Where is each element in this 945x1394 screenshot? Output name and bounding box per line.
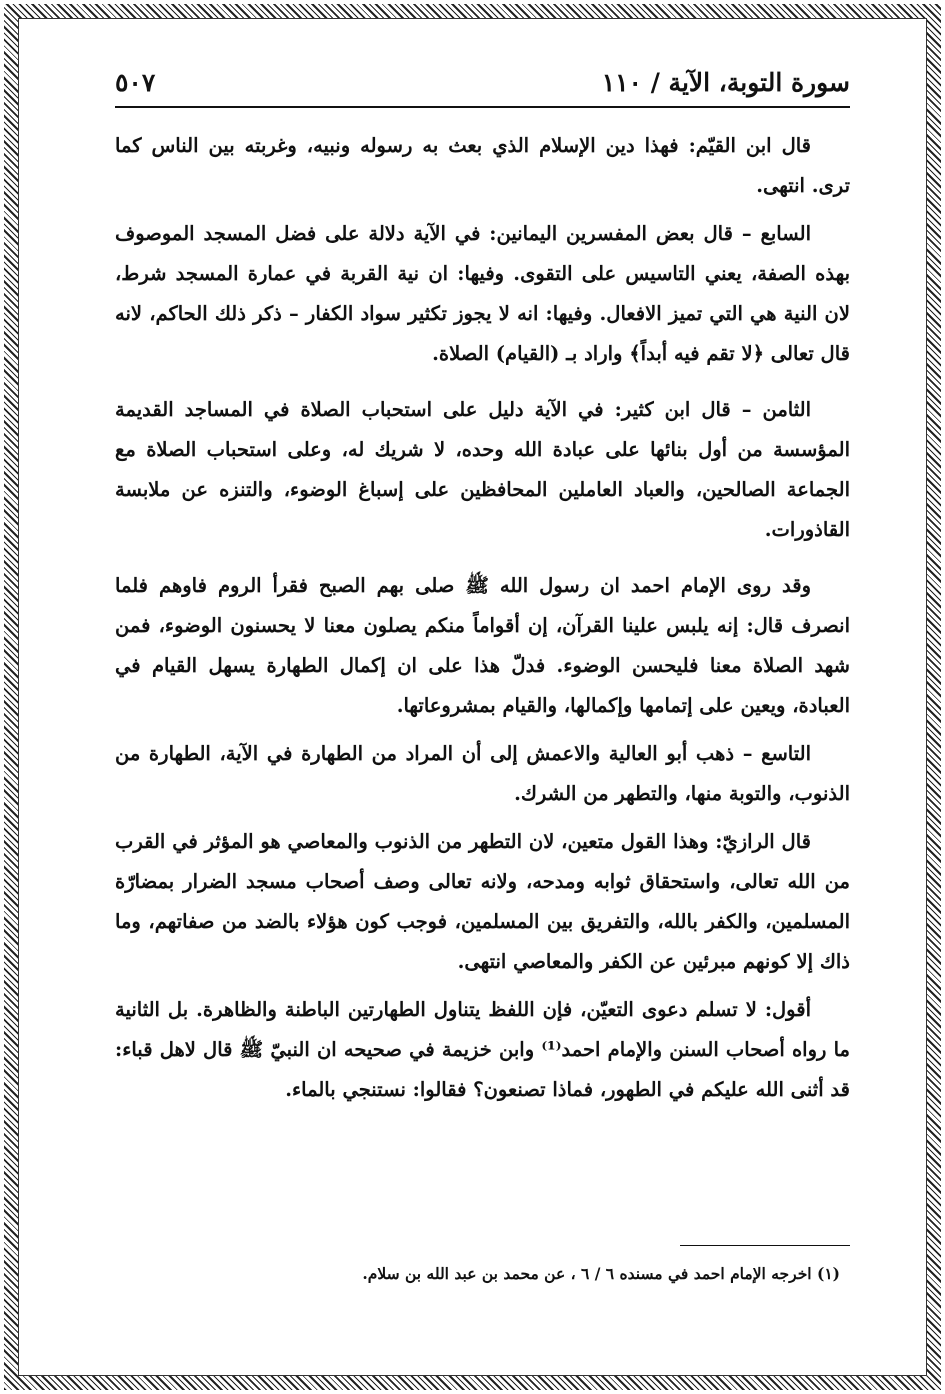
paragraph-aqul: أقول: لا تسلم دعوى التعيّن، فإن اللفظ يتناول الطهارتين الباطنة والظاهرة. بل الثانية ما رواه أصحاب السنن والإمام احمد⁽¹⁾ وابن خزيمة في صحيحه ان النبيّ ﷺ قال لاهل قباء: قد أثنى الله عليكم في الطهور، فماذا تصنعون؟ فقالوا: نستنجي بالماء. bbox=[115, 998, 850, 1101]
paragraph-ibn-qayyim: قال ابن القيّم: فهذا دين الإسلام الذي بعث به رسوله ونبيه، وغربته بين الناس كما ترى. انتهى. bbox=[115, 134, 850, 197]
paragraph-ninth: التاسع – ذهب أبو العالية والاعمش إلى أن المراد من الطهارة في الآية، الطهارة من الذنوب، والتوبة منها، والتطهر من الشرك. bbox=[115, 742, 850, 805]
footnote: (١) اخرجه الإمام احمد في مسنده ٦ / ٦ ، عن محمد بن عبد الله بن سلام. bbox=[362, 1264, 840, 1283]
paragraph-razi: قال الرازيّ: وهذا القول متعين، لان التطهر من الذنوب والمعاصي هو المؤثر في القرب من الله تعالى، واستحقاق ثوابه ومدحه، ولانه تعالى وصف أصحاب مسجد الضرار بمضارّة المسلمين، والكفر بالله، والتفريق بين المسلمين، فوجب كون هؤلاء بالضد من صفاتهم، وما ذاك إلا كونهم مبرئين عن الكفر والمعاصي انتهى. bbox=[115, 830, 850, 973]
page-number: ٥٠٧ bbox=[115, 67, 156, 97]
paragraph-eighth: الثامن – قال ابن كثير: في الآية دليل على استحباب الصلاة في المساجد القديمة المؤسسة من أول بنائها على عبادة الله وحده، لا شريك له، وعلى استحباب الصلاة مع الجماعة الصالحين، والعباد العاملين المحافظين على إسباغ الوضوء، والتنزه عن ملابسة القاذورات. bbox=[115, 398, 850, 541]
footnote-divider bbox=[680, 1245, 850, 1246]
main-text bbox=[115, 126, 850, 1126]
running-title: سورة التوبة، الآية / ١١٠ bbox=[601, 67, 850, 97]
paragraph-imam-ahmad: وقد روى الإمام احمد ان رسول الله ﷺ صلى بهم الصبح فقرأ الروم فاوهم فلما انصرف قال: إنه يلبس علينا القرآن، إن أقواماً منكم يصلون معنا لا يحسنون الوضوء، فمن شهد الصلاة معنا فليحسن الوضوء. فدلّ هذا على ان إكمال الطهارة يسهل القيام في العبادة، ويعين على إتمامها وإكمالها، والقيام بمشروعاتها. bbox=[115, 574, 850, 717]
page-header bbox=[115, 58, 850, 108]
paragraph-seventh: السابع – قال بعض المفسرين اليمانين: في الآية دلالة على فضل المسجد الموصوف بهذه الصفة، يعني التاسيس على التقوى. وفيها: ان نية القربة في عمارة المسجد شرط، لان النية هي التي تميز الافعال. وفيها: انه لا يجوز تكثير سواد الكفار – ذكر ذلك الحاكم، لانه قال تعالى ﴿لا تقم فيه أبداً﴾ واراد بـ (القيام) الصلاة. bbox=[115, 222, 850, 365]
